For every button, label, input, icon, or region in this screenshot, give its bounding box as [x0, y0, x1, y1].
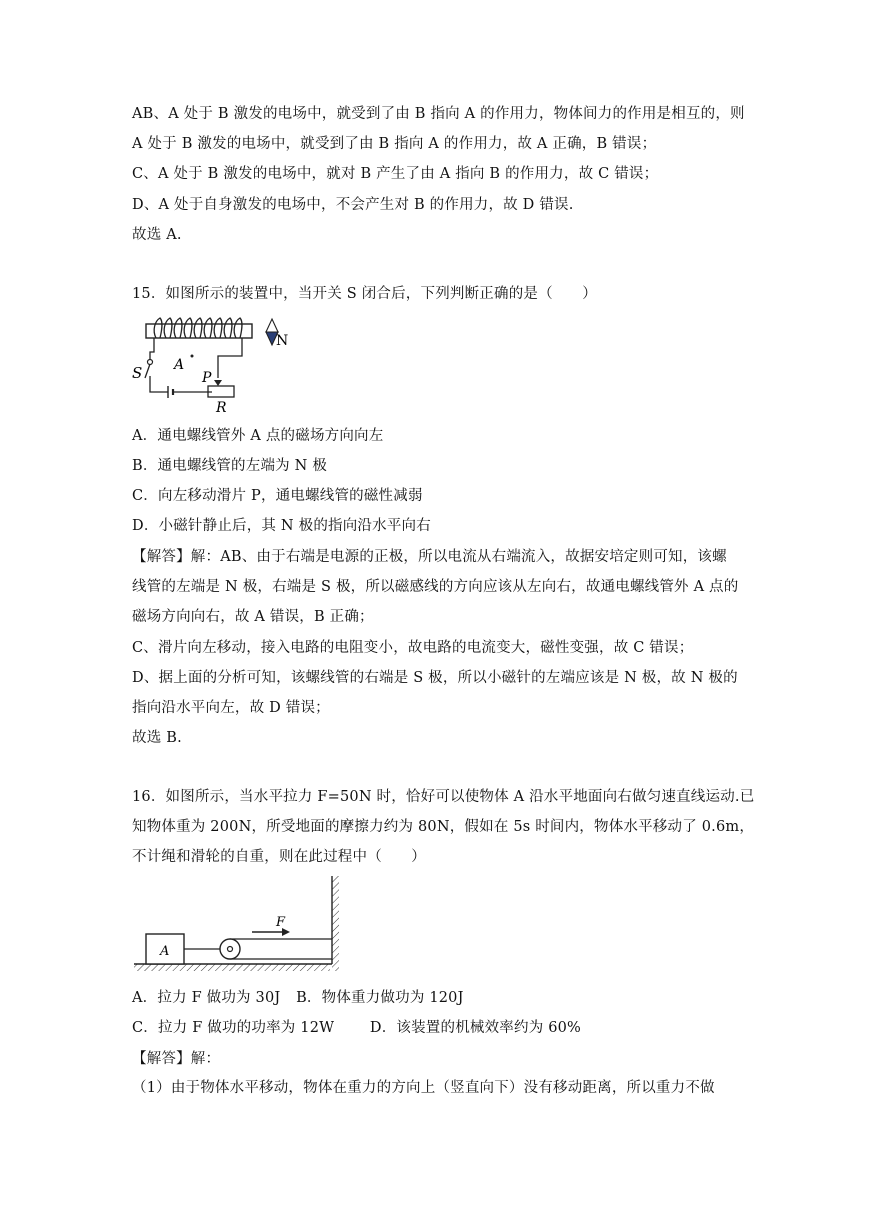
q16-solution-line-1: （1）由于物体水平移动，物体在重力的方向上（竖直向下）没有移动距离，所以重力不做 [132, 1080, 715, 1096]
q15-question: 15．如图所示的装置中，当开关 S 闭合后，下列判断正确的是（ ） [132, 286, 597, 302]
q14-solution-line-3: C、A 处于 B 激发的电场中，就对 B 产生了由 A 指向 B 的作用力，故 C 错误； [132, 166, 659, 182]
q15-option-c: C．向左移动滑片 P，通电螺线管的磁性减弱 [132, 488, 423, 504]
q16-option-c: C．拉力 F 做功的功率为 12W [132, 1020, 335, 1036]
q15-solution-line-6: 指向沿水平向左，故 D 错误； [132, 700, 330, 716]
point-a-label: A [174, 357, 185, 373]
q15-option-d: D．小磁针静止后，其 N 极的指向沿水平向右 [132, 518, 431, 534]
q15-solution-line-3: 磁场方向向右，故 A 错误，B 正确； [132, 609, 374, 625]
q14-solution-line-4: D、A 处于自身激发的电场中，不会产生对 B 的作用力，故 D 错误. [132, 197, 574, 213]
solenoid-circuit-figure [130, 312, 310, 420]
slider-arrow [214, 380, 222, 386]
ground-hatching [134, 964, 330, 971]
q16-question-line-1: 16．如图所示，当水平拉力 F=50N 时，恰好可以使物体 A 沿水平地面向右做匀速直线运动.已 [132, 789, 755, 805]
block-a-label: A [160, 944, 170, 959]
q16-question-line-2: 知物体重为 200N，所受地面的摩擦力约为 80N，假如在 5s 时间内，物体水平移动了 0.6m， [132, 819, 755, 835]
switch-label: S [132, 364, 143, 382]
switch-blade [145, 364, 150, 378]
circuit-wires [150, 338, 242, 392]
q14-solution-line-1: AB、A 处于 B 激发的电场中，就受到了由 B 指向 A 的作用力，物体间力的作用是相互的，则 [132, 106, 745, 122]
switch-contact [148, 360, 153, 365]
q15-option-a: A．通电螺线管外 A 点的磁场方向向左 [132, 428, 384, 444]
q15-answer: 故选 B. [132, 730, 182, 746]
rheostat-label: R [216, 400, 227, 416]
q16-option-b: B．物体重力做功为 120J [296, 990, 464, 1006]
q14-solution-line-2: A 处于 B 激发的电场中，就受到了由 B 指向 A 的作用力，故 A 正确，B 错误； [132, 136, 657, 152]
needle-n-label: N [276, 333, 289, 349]
slider-label: P [202, 370, 212, 386]
q15-option-b: B．通电螺线管的左端为 N 极 [132, 458, 328, 474]
solenoid-coil [154, 318, 242, 338]
q16-options-row-2 [132, 1018, 581, 1038]
q16-question-line-3: 不计绳和滑轮的自重，则在此过程中（ ） [132, 849, 426, 865]
q16-option-a: A．拉力 F 做功为 30J [132, 990, 281, 1006]
q14-answer: 故选 A. [132, 227, 182, 243]
q15-solution-line-5: D、据上面的分析可知，该螺线管的右端是 S 极，所以小磁针的左端应该是 N 极，故 N 极的 [132, 670, 738, 686]
q16-options-row-1 [132, 988, 464, 1008]
q16-solution-header: 【解答】解： [132, 1051, 221, 1067]
pulley-figure [130, 872, 345, 976]
q16-option-d: D．该装置的机械效率约为 60% [369, 1020, 582, 1036]
q15-solution-line-4: C、滑片向左移动，接入电路的电阻变小，故电路的电流变大，磁性变强，故 C 错误； [132, 640, 694, 656]
wall-hatching [332, 876, 339, 971]
pulley-axle [228, 947, 233, 952]
point-a-dot [191, 355, 194, 358]
q15-solution-line-1: 【解答】解：AB、由于右端是电源的正极，所以电流从右端流入，故据安培定则可知，该螺 [132, 549, 727, 565]
q15-solution-line-2: 线管的左端是 N 极，右端是 S 极，所以磁感线的方向应该从左向右，故通电螺线管外 A 点的 [132, 579, 739, 595]
force-label: F [276, 915, 286, 930]
